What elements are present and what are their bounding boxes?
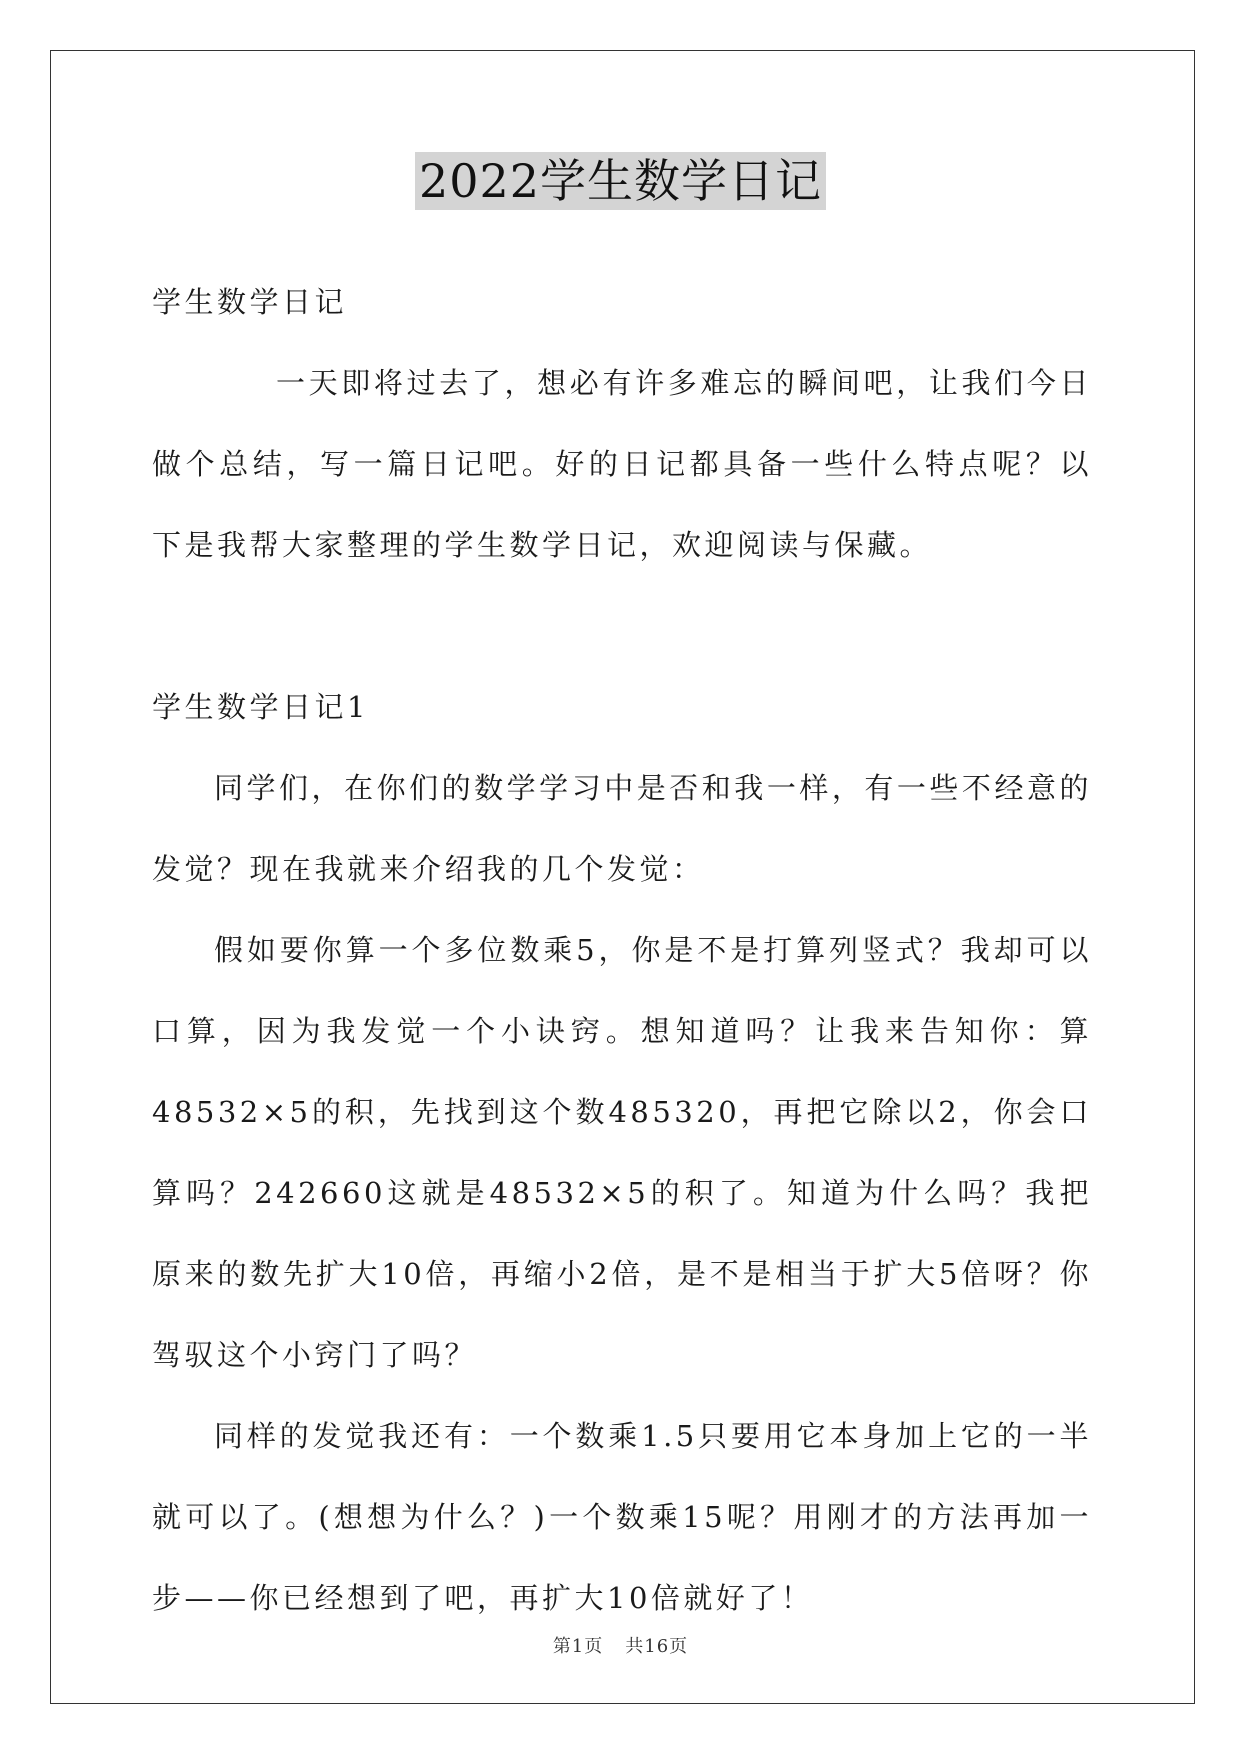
section-heading: 学生数学日记1 (152, 690, 369, 724)
body-paragraph-3: 同样的发觉我还有：一个数乘1.5只要用它本身加上它的一半就可以了。(想想为什么？)一个数乘15呢？用刚才的方法再加一步——你已经想到了吧，再扩大10倍就好了！ (152, 1419, 1092, 1615)
document-title: 2022学生数学日记 (415, 152, 826, 210)
subtitle: 学生数学日记 (152, 285, 348, 319)
title-area (0, 152, 1241, 210)
section-spacer (152, 586, 1092, 667)
body-paragraph-2: 假如要你算一个多位数乘5，你是不是打算列竖式？我却可以口算，因为我发觉一个小诀窍。想知道吗？让我来告知你：算48532×5的积，先找到这个数485320，再把它除以2，你会口算吗？242660这就是48532×5的积了。知道为什么吗？我把原来的数先扩大10倍，再缩小2倍，是不是相当于扩大5倍呀？你驾驭这个小窍门了吗？ (152, 933, 1092, 1372)
page-footer (0, 1632, 1241, 1658)
page-number: 第1页 (552, 1636, 604, 1657)
intro-paragraph: 一天即将过去了，想必有许多难忘的瞬间吧，让我们今日做个总结，写一篇日记吧。好的日记都具备一些什么特点呢？以下是我帮大家整理的学生数学日记，欢迎阅读与保藏。 (152, 366, 1092, 562)
document-body (152, 262, 1092, 1639)
page-total: 共16页 (625, 1636, 689, 1657)
body-paragraph-1: 同学们，在你们的数学学习中是否和我一样，有一些不经意的发觉？现在我就来介绍我的几个发觉： (152, 771, 1092, 886)
